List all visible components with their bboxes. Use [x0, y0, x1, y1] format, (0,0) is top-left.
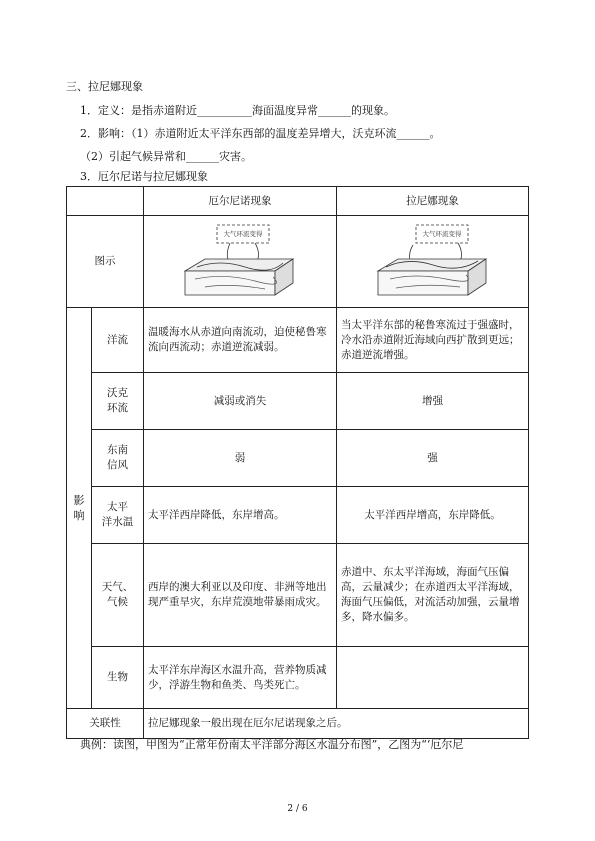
table-row [67, 308, 529, 373]
definition-line: 1．定义：是指赤道附近__________海面温度异常______的现象。 [80, 104, 395, 117]
row-label: 生物 [92, 647, 144, 709]
row-label: 沃克 环流 [92, 373, 144, 430]
comparison-table [66, 186, 529, 739]
cell-lanina: 赤道中、东太平洋海域，海面气压偏高，云量减少；在赤道西太平洋海域，海面气压偏低，对流活动加强，云量增多，降水偏多。 [337, 544, 529, 647]
table-row-figure [67, 216, 529, 308]
row-label: 东南 信风 [92, 430, 144, 487]
table-row [67, 487, 529, 544]
table-row [67, 647, 529, 709]
table-row [67, 430, 529, 487]
row-label: 天气、 气候 [92, 544, 144, 647]
lanina-diagram-title: 大气环流变得 [422, 229, 461, 238]
cell-elnino: 太平洋东岸海区水温升高，营养物质减少，浮游生物和鱼类、鸟类死亡。 [144, 647, 337, 709]
relation-label: 关联性 [67, 709, 144, 739]
cell-lanina: 太平洋西岸增高，东岸降低。 [337, 487, 529, 544]
comparison-heading: 3．厄尔尼诺与拉尼娜现象 [80, 170, 208, 183]
page-number: 2 / 6 [287, 804, 308, 814]
elnino-diagram [175, 223, 305, 301]
impact-line: 2．影响：（1）赤道附近太平洋东西部的温度差异增大，沃克环流______。 [80, 127, 441, 140]
impact-label: 影 响 [67, 308, 92, 709]
row-label: 洋流 [92, 308, 144, 373]
cell-lanina [337, 647, 529, 709]
example-text: 典例：读图，甲图为“正常年份南太平洋部分海区水温分布图”，乙图为“‘厄尔尼 [80, 738, 464, 751]
cell-elnino: 太平洋西岸降低，东岸增高。 [144, 487, 337, 544]
impact-line-2: （2）引起气候异常和______灾害。 [80, 150, 252, 163]
figure-label: 图示 [67, 216, 144, 308]
table-row [67, 544, 529, 647]
section-heading: 三、拉尼娜现象 [66, 80, 143, 93]
cell-elnino: 西岸的澳大利亚以及印度、非洲等地出现严重旱灾，东岸荒漠地带暴雨成灾。 [144, 544, 337, 647]
cell-lanina: 增强 [337, 373, 529, 430]
cell-elnino: 温暖海水从赤道向南流动，迫使秘鲁寒流向西流动；赤道逆流减弱。 [144, 308, 337, 373]
cell-lanina: 强 [337, 430, 529, 487]
relation-text: 拉尼娜现象一般出现在厄尔尼诺现象之后。 [144, 709, 529, 739]
cell-lanina: 当太平洋东部的秘鲁寒流过于强盛时，冷水沿赤道附近海域向西扩散到更远；赤道逆流增强。 [337, 308, 529, 373]
table-row [67, 373, 529, 430]
cell-elnino: 弱 [144, 430, 337, 487]
header-lanina: 拉尼娜现象 [337, 187, 529, 216]
table-header-row [67, 187, 529, 216]
lanina-diagram [368, 223, 498, 301]
table-row-relation [67, 709, 529, 739]
header-elnino: 厄尔尼诺现象 [144, 187, 337, 216]
row-label: 太平 洋水温 [92, 487, 144, 544]
elnino-diagram-title: 大气环流变得 [223, 229, 263, 238]
cell-elnino: 减弱或消失 [144, 373, 337, 430]
